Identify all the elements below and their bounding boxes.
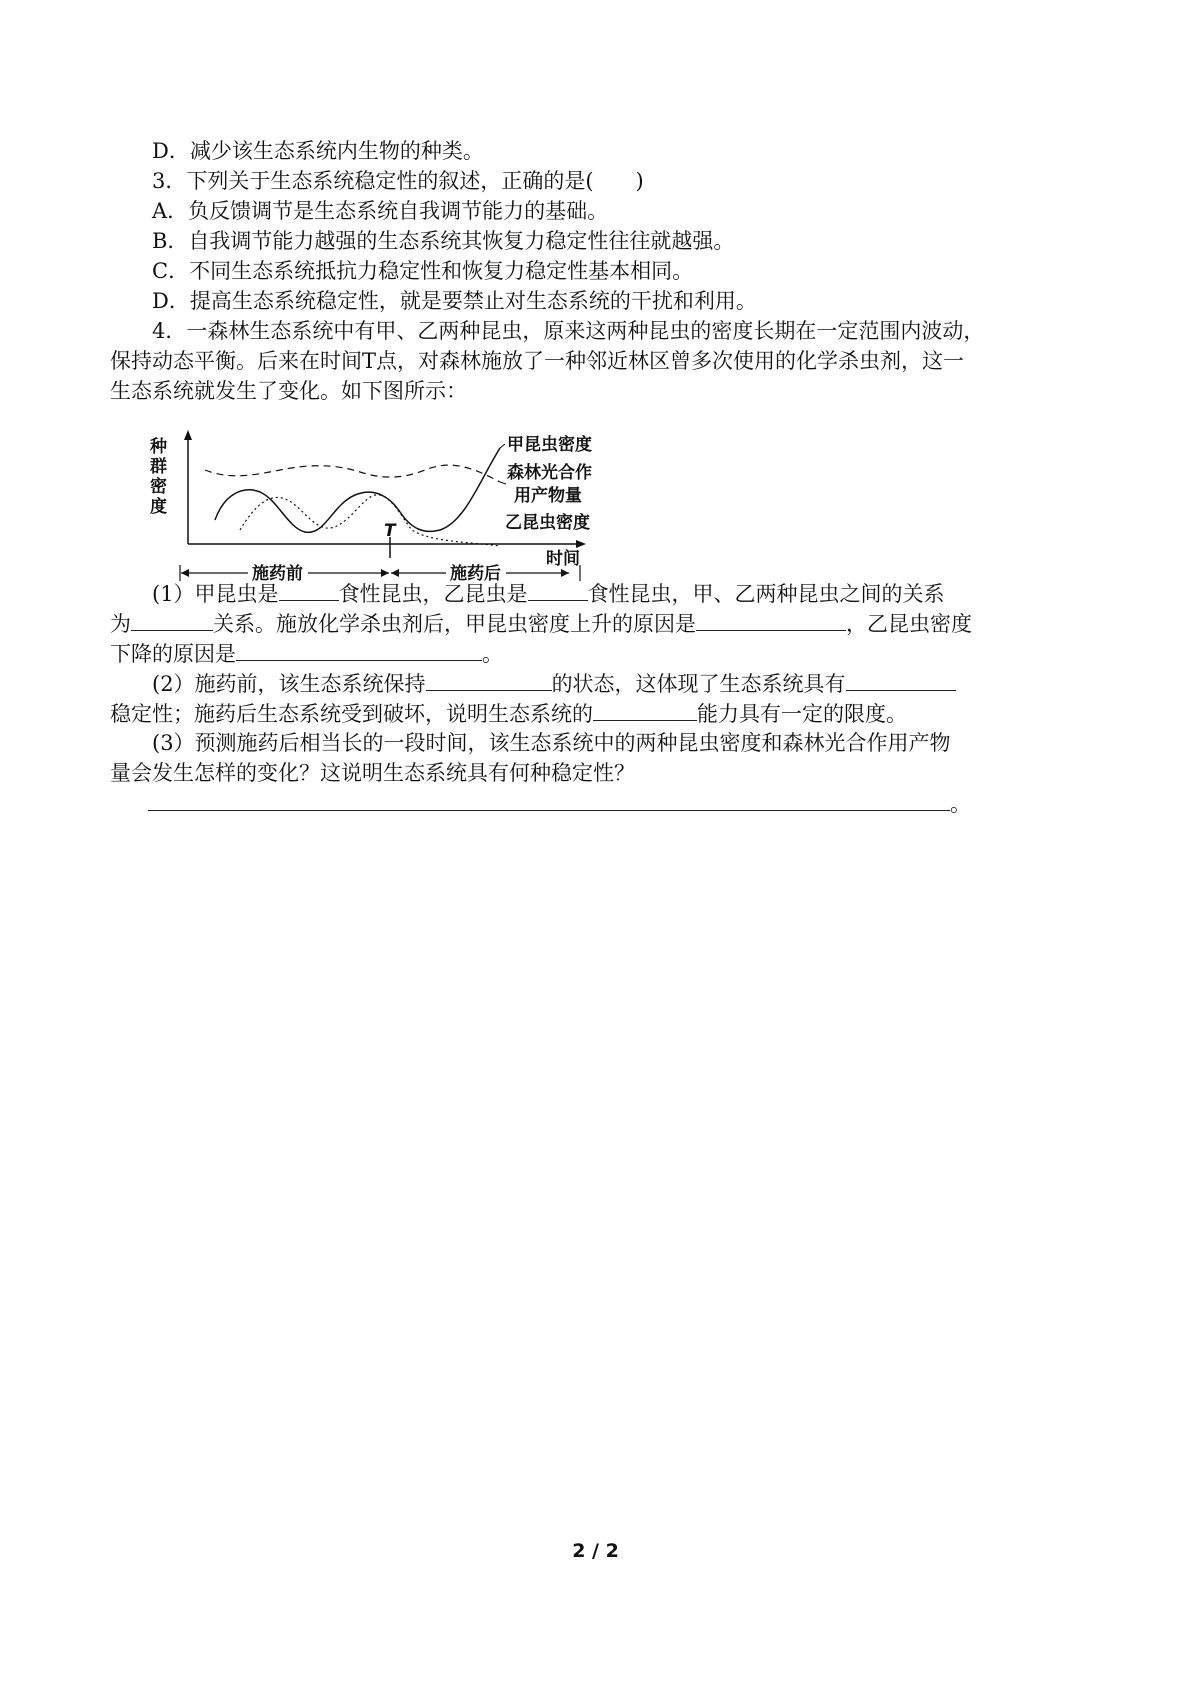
q4-part3-line2: 量会发生怎样的变化？这说明生态系统具有何种稳定性？ xyxy=(110,761,635,785)
legend-yi-density: 乙昆虫密度 xyxy=(505,513,590,533)
q4-part2-text-d: 能力具有一定的限度。 xyxy=(697,702,907,726)
answer-blank-yi-fall-reason[interactable] xyxy=(236,638,482,661)
forest-photosynthesis-curve xyxy=(205,465,500,482)
answer-blank-state[interactable] xyxy=(426,668,552,691)
answer-blank-jia-rise-reason[interactable] xyxy=(696,608,846,631)
q4-part1-text-e: 关系。施放化学杀虫剂后，甲昆虫密度上升的原因是 xyxy=(213,612,696,636)
before-arrowhead-left xyxy=(181,569,189,577)
x-axis-arrow xyxy=(576,540,586,548)
before-arrowhead-right xyxy=(381,569,389,577)
answer-blank-prediction[interactable] xyxy=(148,788,950,811)
after-label: 施药后 xyxy=(450,564,501,584)
q4-part1-text-a: (1）甲昆虫是 xyxy=(152,582,279,606)
q4-part2-line1 xyxy=(152,668,956,700)
leader-jia xyxy=(500,444,505,448)
q4-part1-text-g: 下降的原因是 xyxy=(110,642,236,666)
before-label: 施药前 xyxy=(252,564,303,584)
page-number: 2 / 2 xyxy=(572,1540,619,1562)
answer-blank-jia-diet[interactable] xyxy=(279,578,339,601)
y-axis-label-1: 种 xyxy=(150,437,167,457)
q3-option-b: B．自我调节能力越强的生态系统其恢复力稳定性往往就越强。 xyxy=(152,229,735,253)
q4-part1-text-h: 。 xyxy=(482,642,503,666)
y-axis-label-4: 度 xyxy=(150,497,167,517)
q4-part2-text-c: 稳定性；施药后生态系统受到破坏，说明生态系统的 xyxy=(110,702,593,726)
leader-forest xyxy=(500,482,506,484)
answer-blank-relationship[interactable] xyxy=(131,608,213,631)
answer-blank-stability-type[interactable] xyxy=(846,668,956,691)
q3-stem: 3．下列关于生态系统稳定性的叙述，正确的是( ) xyxy=(152,169,644,193)
answer-blank-yi-diet[interactable] xyxy=(528,578,588,601)
q3-option-d: D．提高生态系统稳定性，就是要禁止对生态系统的干扰和利用。 xyxy=(152,289,757,313)
q4-part1-line3 xyxy=(110,638,503,670)
q4-part3-answer-line xyxy=(148,788,971,820)
q3-option-c: C．不同生态系统抵抗力稳定性和恢复力稳定性基本相同。 xyxy=(152,259,694,283)
q4-part1-line1 xyxy=(152,578,945,610)
q4-part1-text-f: ，乙昆虫密度 xyxy=(846,612,972,636)
q4-part2-line2 xyxy=(110,698,907,730)
x-axis-label: 时间 xyxy=(546,549,580,569)
q4-part2-text-a: (2）施药前，该生态系统保持 xyxy=(152,672,426,696)
q4-part1-text-d: 为 xyxy=(110,612,131,636)
y-axis-label-3: 密 xyxy=(150,477,167,497)
legend-jia-density: 甲昆虫密度 xyxy=(507,435,592,455)
q4-part1-text-b: 食性昆虫，乙昆虫是 xyxy=(338,582,528,606)
insect-yi-curve xyxy=(240,495,500,546)
legend-forest-line1: 森林光合作 xyxy=(507,463,592,483)
after-arrowhead-right xyxy=(561,569,569,577)
insect-jia-curve xyxy=(215,448,500,532)
q4-part1-line2 xyxy=(110,608,972,640)
q4-part3-end: 。 xyxy=(950,792,971,816)
q4-part2-text-b: 的状态，这体现了生态系统具有 xyxy=(551,672,846,696)
q4-stem-line2: 保持动态平衡。后来在时间T点，对森林施放了一种邻近林区曾多次使用的化学杀虫剂，这一 xyxy=(110,349,965,373)
answer-blank-ability[interactable] xyxy=(593,698,697,721)
q4-part3-line1: (3）预测施药后相当长的一段时间，该生态系统中的两种昆虫密度和森林光合作用产物 xyxy=(152,731,951,755)
y-axis-arrow xyxy=(184,430,192,440)
t-marker-label: T xyxy=(384,521,396,541)
q3-option-a: A．负反馈调节是生态系统自我调节能力的基础。 xyxy=(152,199,609,223)
q2-option-d: D．减少该生态系统内生物的种类。 xyxy=(152,139,484,163)
q4-stem-line1: 4．一森林生态系统中有甲、乙两种昆虫，原来这两种昆虫的密度长期在一定范围内波动， xyxy=(152,319,985,343)
q4-part1-text-c: 食性昆虫，甲、乙两种昆虫之间的关系 xyxy=(587,582,945,606)
after-arrowhead-left xyxy=(391,569,399,577)
q4-stem-line3: 生态系统就发生了变化。如下图所示： xyxy=(110,379,467,403)
y-axis-label-2: 群 xyxy=(150,457,167,477)
legend-forest-line2: 用产物量 xyxy=(514,486,582,506)
